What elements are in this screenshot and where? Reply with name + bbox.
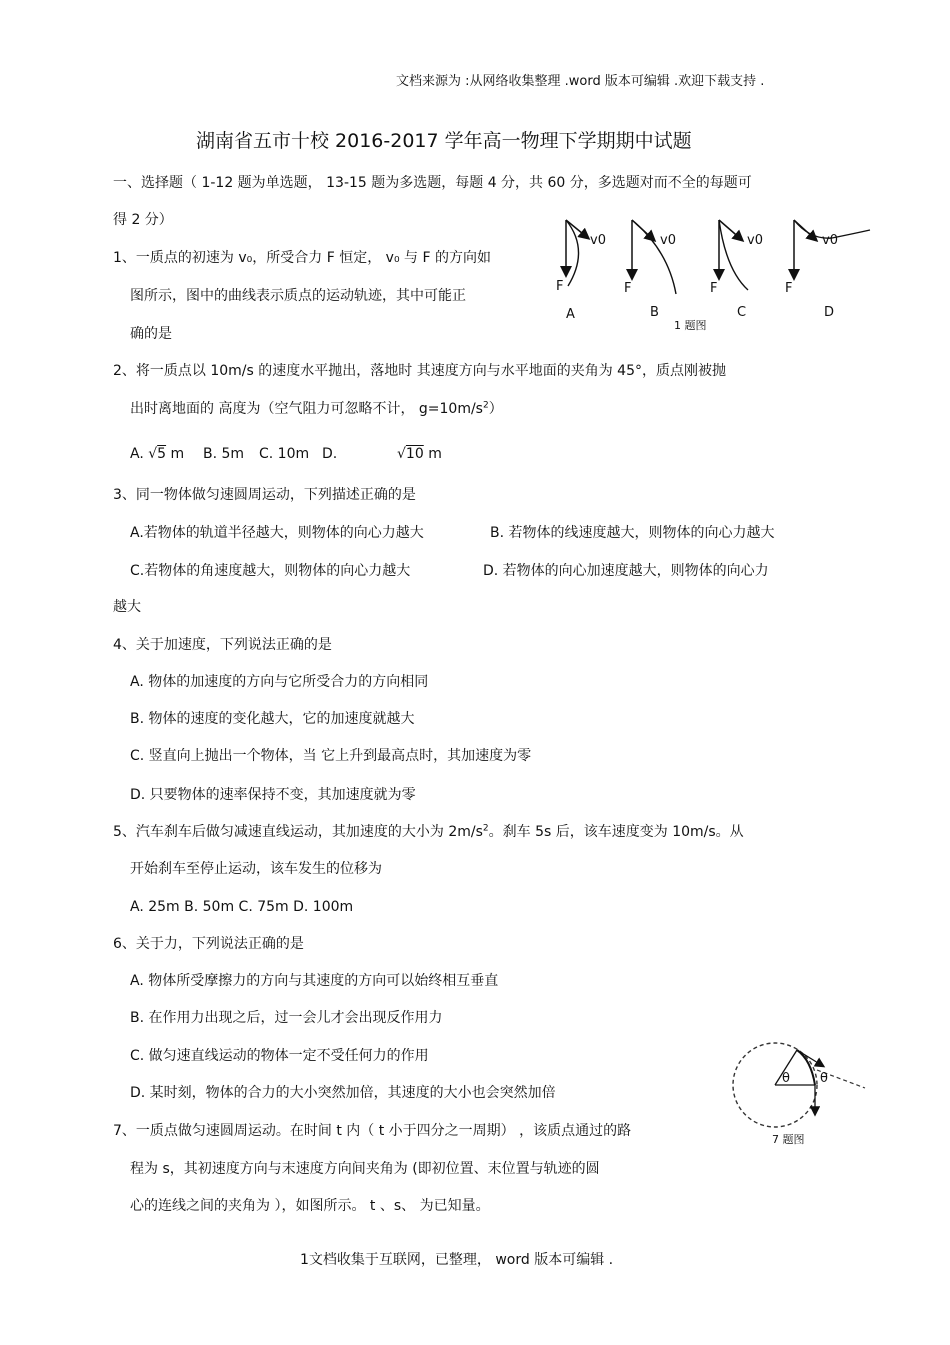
figure-c-label: C: [737, 305, 747, 320]
q6-stem: 6、关于力，下列说法正确的是: [113, 936, 304, 952]
q5-options: A. 25m B. 50m C. 75m D. 100m: [130, 899, 354, 915]
q3-option-d: D. 若物体的向心加速度越大，则物体的向心力: [483, 563, 769, 579]
theta-label: θ: [782, 1071, 790, 1086]
figure-a-label: A: [566, 307, 575, 322]
v0-label: v0: [747, 233, 763, 248]
document-title: 湖南省五市十校 2016-2017 学年高一物理下学期期中试题: [196, 130, 692, 152]
v0-label: v0: [822, 233, 838, 248]
q3-option-b: B. 若物体的线速度越大，则物体的向心力越大: [490, 525, 775, 541]
q1-stem: 1、一质点的初速为 v₀，所受合力 F 恒定， v₀ 与 F 的方向如: [113, 250, 491, 266]
theta-label-2: θ: [820, 1071, 828, 1086]
f-label: F: [556, 279, 564, 294]
q2-option-b: B. 5m: [203, 446, 245, 462]
figure-b-label: B: [650, 305, 659, 320]
figure-caption: 1 题图: [674, 319, 707, 332]
q1-stem-end: 确的是: [130, 326, 172, 342]
figure-b: [624, 220, 676, 320]
f-label: F: [785, 281, 793, 296]
q3-option-a: A.若物体的轨道半径越大，则物体的向心力越大: [130, 525, 424, 541]
q6-option-d: D. 某时刻，物体的合力的大小突然加倍，其速度的大小也会突然加倍: [130, 1085, 556, 1101]
q1-figure: [540, 210, 880, 335]
q4-option-a: A. 物体的加速度的方向与它所受合力的方向相同: [130, 674, 429, 690]
section-instructions-cont: 得 2 分）: [113, 212, 173, 228]
figure-caption: 7 题图: [772, 1133, 805, 1146]
q6-option-c: C. 做匀速直线运动的物体一定不受任何力的作用: [130, 1048, 429, 1064]
q1-stem-cont: 图所示，图中的曲线表示质点的运动轨迹，其中可能正: [130, 288, 466, 304]
figure-d-label: D: [824, 305, 835, 320]
figure-d: [785, 220, 870, 320]
q3-option-d-cont: 越大: [113, 599, 141, 615]
f-label: F: [710, 281, 718, 296]
q4-stem: 4、关于加速度，下列说法正确的是: [113, 637, 332, 653]
q5-stem-cont: 开始刹车至停止运动，该车发生的位移为: [130, 861, 382, 877]
q6-option-a: A. 物体所受摩擦力的方向与其速度的方向可以始终相互垂直: [130, 973, 499, 989]
q2-option-c: C. 10m: [259, 446, 310, 462]
v0-label: v0: [590, 233, 606, 248]
initial-velocity-arrow: [797, 1050, 823, 1066]
page-header: 文档来源为 :从网络收集整理 .word 版本可编辑 .欢迎下载支持 .: [396, 74, 765, 89]
q6-option-b: B. 在作用力出现之后，过一会儿才会出现反作用力: [130, 1010, 443, 1026]
q3-option-c: C.若物体的角速度越大，则物体的向心力越大: [130, 563, 411, 579]
q2-option-d-value: √10 m: [397, 446, 442, 462]
q4-option-c: C. 竖直向上抛出一个物体，当 它上升到最高点时，其加速度为零: [130, 748, 532, 764]
q2-stem: 2、将一质点以 10m/s 的速度水平抛出，落地时 其速度方向与水平地面的夹角为 45°，质点刚被抛: [113, 363, 726, 379]
figure-a: [556, 220, 606, 322]
q7-stem-cont: 程为 s，其初速度方向与末速度方向间夹角为 (即初位置、末位置与轨迹的圆: [130, 1161, 600, 1177]
q4-option-d: D. 只要物体的速率保持不变，其加速度就为零: [130, 787, 416, 803]
page-footer: 1文档收集于互联网，已整理， word 版本可编辑 .: [300, 1252, 614, 1268]
q7-stem: 7、一质点做匀速圆周运动。在时间 t 内（ t 小于四分之一周期） ，该质点通过的路: [113, 1123, 632, 1139]
f-label: F: [624, 281, 632, 296]
v0-label: v0: [660, 233, 676, 248]
q2-stem-cont: 出时离地面的 高度为（空气阻力可忽略不计， $g=10m/s^2$）: [130, 400, 503, 417]
q4-option-b: B. 物体的速度的变化越大，它的加速度就越大: [130, 711, 415, 727]
q2-option-d: D.: [322, 446, 338, 462]
q7-stem-end: 心的连线之间的夹角为 ），如图所示。 t 、s、 为已知量。: [130, 1198, 490, 1214]
section-instructions: 一、选择题（ 1-12 题为单选题， 13-15 题为多选题，每题 4 分，共 60 分，多选题对而不全的每题可: [113, 175, 752, 191]
q7-figure: [725, 1040, 870, 1150]
q5-stem: 5、汽车刹车后做匀减速直线运动，其加速度的大小为 $2m/s^2$。刹车 5s 后，该车速度变为 10m/s。从: [113, 823, 744, 840]
q3-stem: 3、同一物体做匀速圆周运动，下列描述正确的是: [113, 487, 416, 503]
q2-option-a: A. √5 m: [130, 446, 185, 462]
figure-c: [710, 220, 763, 320]
